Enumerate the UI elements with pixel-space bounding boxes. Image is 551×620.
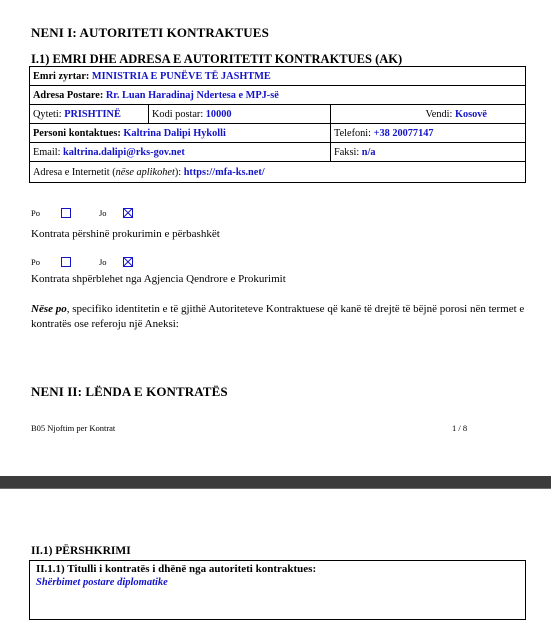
internet-label-italic: nëse aplikohet [115,166,175,178]
central-agency-yes-checkbox[interactable] [61,257,71,267]
postal-code-value: 10000 [205,108,232,120]
email-label: Email: [33,146,64,158]
section-title: NENI I: AUTORITETI KONTRAKTUES [31,25,269,40]
postal-address-cell: Adresa Postare: Rr. Luan Haradinaj Ndertesa e MPJ-së [30,86,526,105]
contact-person-label: Personi kontaktues [33,127,118,139]
if-yes-emphasis: Nëse po [31,303,67,315]
joint-procurement-no-checkbox[interactable] [123,208,133,218]
yes-label: Po [31,257,40,267]
yes-label: Po [31,208,40,218]
if-yes-paragraph [31,302,531,332]
country-cell [331,105,526,124]
official-name-value: MINISTRIA E PUNËVE TË JASHTME [91,70,271,82]
central-agency-options [31,257,133,267]
internet-address-cell [30,162,526,183]
internet-label-end: ): [174,166,184,178]
joint-procurement-yes-checkbox[interactable] [61,208,71,218]
postal-address-value: Rr. Luan Haradinaj Ndertesa e MPJ-së [105,89,279,101]
description-title: II.1) PËRSHKRIMI [31,545,131,557]
no-label: Jo [98,208,107,218]
footer-page-number: 1 / 8 [452,423,468,433]
fax-value: n/a [361,146,376,158]
phone-label: Telefoni: [334,127,374,139]
contracting-authority-table [29,66,526,183]
postal-code-cell [149,105,331,124]
no-label: Jo [98,257,107,267]
if-yes-text: , specifiko identitetin e të gjithë Autoriteteve Kontraktuese që kanë të drejtë të bëjnë porosi nën termet e kontratës ose referoju një Aneksi: [31,303,525,330]
central-agency-question: Kontrata shpërblehet nga Agjencia Qendrore e Prokurimit [31,273,286,285]
section-title: NENI II: LËNDA E KONTRATËS [31,384,228,399]
joint-procurement-question: Kontrata përshinë prokurimin e përbashkët [31,228,220,240]
postal-address-label: Adresa Postare [33,89,100,101]
contact-person-value: Kaltrina Dalipi Hykolli [123,127,226,139]
city-label: Qyteti: [33,108,65,120]
email-cell [30,143,331,162]
contact-person-cell: Personi kontaktues: Kaltrina Dalipi Hykolli [30,124,331,143]
official-name-cell: Emri zyrtar: MINISTRIA E PUNËVE TË JASHTME [30,67,526,86]
contract-title-value: Shërbimet postare diplomatike [36,577,168,588]
document-page-2 [0,489,551,600]
email-value: kaltrina.dalipi@rks-gov.net [63,146,185,158]
contract-title-box [29,560,526,620]
city-value: PRISHTINË [64,108,121,120]
page-separator [0,476,551,488]
fax-label: Faksi: [334,146,362,158]
postal-code-label: Kodi postar: [152,108,206,120]
country-value: Kosovë [454,108,487,120]
contract-title-label: II.1.1) Titulli i kontratës i dhënë nga autoriteti kontraktues: [36,563,317,575]
internet-label-start: Adresa e Internetit ( [33,166,116,178]
footer-form-name: B05 Njoftim per Kontrat [31,423,116,433]
city-cell [30,105,149,124]
internet-address-value: https://mfa-ks.net/ [183,166,265,178]
joint-procurement-options [31,208,133,218]
fax-cell [331,143,526,162]
phone-cell [331,124,526,143]
central-agency-no-checkbox[interactable] [123,257,133,267]
official-name-label: Emri zyrtar [33,70,86,82]
phone-value: +38 20077147 [373,127,434,139]
country-label: Vendi: [425,108,455,120]
subsection-title: I.1) EMRI DHE ADRESA E AUTORITETIT KONTRAKTUES (AK) [31,52,403,66]
